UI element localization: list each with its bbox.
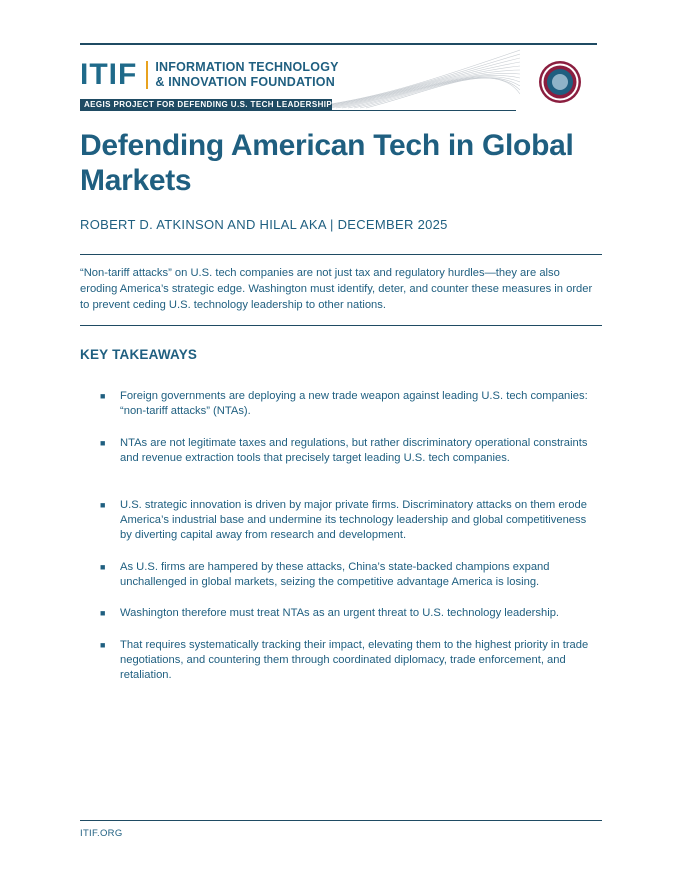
- summary-bottom-rule: [80, 325, 602, 326]
- takeaway-item: [100, 606, 598, 621]
- byline: ROBERT D. ATKINSON AND HILAL AKA | DECEMBER 2025: [80, 217, 448, 232]
- key-takeaways-heading: KEY TAKEAWAYS: [80, 347, 198, 362]
- org-name-line-2: & INNOVATION FOUNDATION: [155, 75, 335, 89]
- square-bullet-icon: ■: [100, 391, 106, 401]
- takeaway-text: As U.S. firms are hampered by these attacks, China’s state-backed champions expand unchallenged in global markets, seizing the competitive advantage America is losing.: [120, 561, 550, 588]
- wave-lines-graphic: [300, 46, 520, 110]
- takeaway-text: NTAs are not legitimate taxes and regulations, but rather discriminatory operational constraints and revenue extraction tools that precisely target leading U.S. tech companies.: [120, 437, 588, 464]
- takeaway-text: Foreign governments are deploying a new trade weapon against leading U.S. tech companies: “non-tariff attacks” (NTAs).: [120, 390, 588, 417]
- takeaway-item: [100, 389, 598, 419]
- banner-rule: [332, 110, 516, 111]
- logo-divider: [146, 61, 148, 89]
- footer-site-link[interactable]: ITIF.ORG: [80, 828, 123, 839]
- summary-paragraph: “Non-tariff attacks” on U.S. tech companies are not just tax and regulatory hurdles—they are also eroding America’s strategic edge. Washington must identify, deter, and counter these measures in order to prevent ceding U.S. technology leadership to other nations.: [80, 267, 593, 311]
- square-bullet-icon: ■: [100, 562, 106, 572]
- aegis-project-banner: AEGIS PROJECT FOR DEFENDING U.S. TECH LEADERSHIP: [80, 99, 332, 111]
- logo-wordmark: ITIF: [80, 58, 138, 91]
- footer-rule: [80, 820, 602, 821]
- takeaway-item: [100, 498, 598, 543]
- top-rule: [80, 43, 597, 45]
- org-name-line-1: INFORMATION TECHNOLOGY: [155, 60, 339, 74]
- takeaway-text: U.S. strategic innovation is driven by major private firms. Discriminatory attacks on them erode America’s industrial base and undermine its technology leadership and global competitiveness by diverting capital away from research and development.: [120, 499, 587, 541]
- summary-top-rule: [80, 254, 602, 255]
- takeaway-text: That requires systematically tracking their impact, elevating them to the highest priority in trade negotiations, and countering them through coordinated diplomacy, trade enforcement, and retaliation.: [120, 639, 589, 681]
- square-bullet-icon: ■: [100, 438, 106, 448]
- square-bullet-icon: ■: [100, 500, 106, 510]
- aegis-seal-icon: [538, 60, 582, 104]
- square-bullet-icon: ■: [100, 608, 106, 618]
- report-title: Defending American Tech in Global Markets: [80, 129, 574, 197]
- takeaway-text: Washington therefore must treat NTAs as an urgent threat to U.S. technology leadership.: [120, 607, 560, 619]
- takeaway-item: [100, 638, 598, 683]
- square-bullet-icon: ■: [100, 640, 106, 650]
- takeaway-item: [100, 436, 598, 466]
- takeaway-item: [100, 560, 598, 590]
